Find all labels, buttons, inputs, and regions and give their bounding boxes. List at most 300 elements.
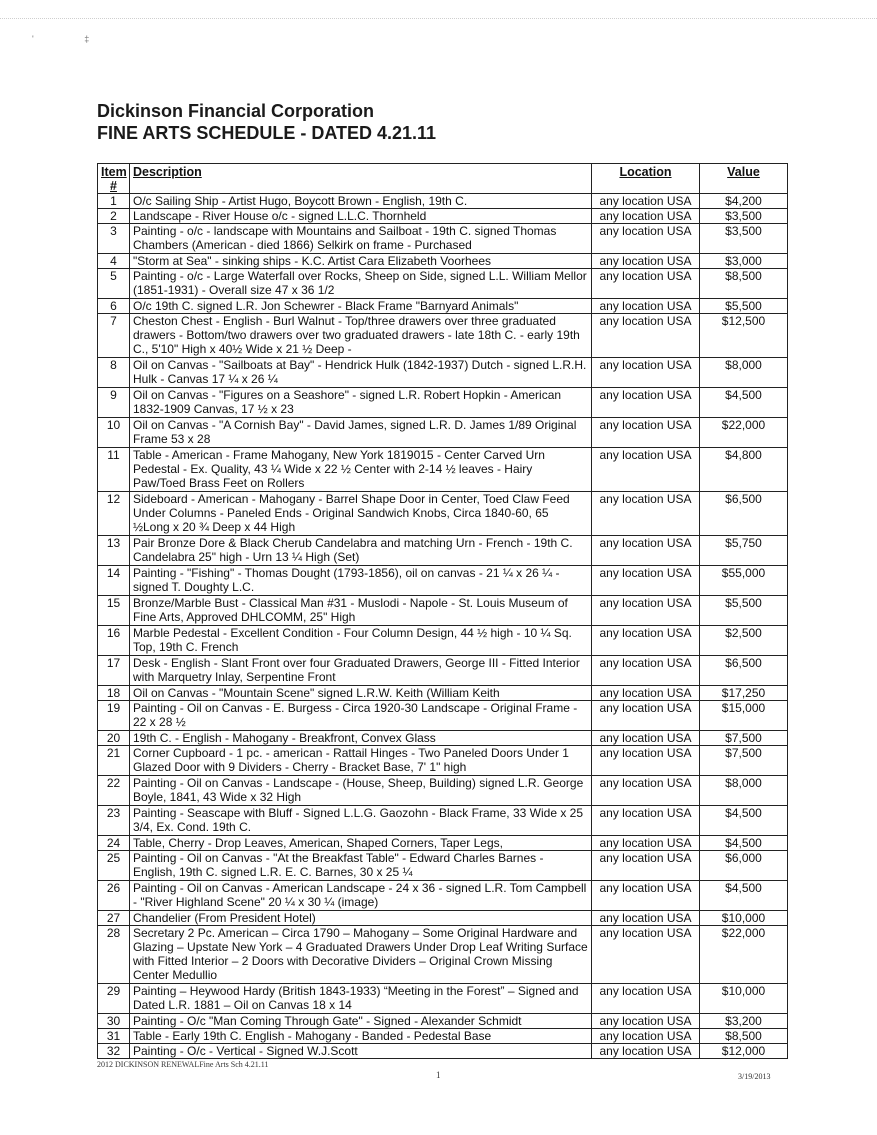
location-cell-text: any location USA (599, 731, 692, 745)
value-cell-text: $2,500 (725, 626, 762, 640)
table-row (98, 806, 788, 836)
description-cell-text: Painting - Oil on Canvas - E. Burgess - Circa 1920-30 Landscape - Original Frame - 22 x 28 ½ (133, 701, 578, 729)
location-cell (592, 209, 700, 224)
item-number-cell (98, 1044, 130, 1059)
value-cell-text: $22,000 (721, 926, 766, 940)
value-cell-text: $22,000 (721, 418, 766, 432)
location-cell (592, 388, 700, 418)
item-number-cell-text: 21 (106, 746, 121, 760)
location-cell (592, 836, 700, 851)
item-number-cell (98, 746, 130, 776)
value-cell (700, 209, 788, 224)
description-cell (130, 224, 592, 254)
description-cell-text: Bronze/Marble Bust - Classical Man #31 - Muslodi - Napole - St. Louis Museum of Fine Arts, Approved DHLCOMM, 25" High (133, 596, 568, 624)
value-cell (700, 881, 788, 911)
location-cell (592, 536, 700, 566)
location-cell (592, 299, 700, 314)
location-cell-text: any location USA (599, 806, 692, 820)
value-cell-text: $5,750 (725, 536, 762, 550)
value-cell-text: $4,800 (725, 448, 762, 462)
item-number-cell (98, 418, 130, 448)
item-number-cell-text: 26 (106, 881, 121, 895)
table-row (98, 448, 788, 492)
description-cell-text: Cheston Chest - English - Burl Walnut - Top/three drawers over three graduated drawers - Bottom/two drawers over two graduated drawers - late 18th C. - early 19th C., 5'10" High x 40½ Wide x 21 ½ Deep - (133, 314, 580, 356)
schedule-title: FINE ARTS SCHEDULE - DATED 4.21.11 (97, 123, 437, 143)
location-cell (592, 851, 700, 881)
item-number-cell-text: 27 (106, 911, 121, 925)
item-number-cell-text: 13 (106, 536, 121, 550)
item-number-cell-text: 19 (106, 701, 121, 715)
location-cell-text: any location USA (599, 851, 692, 865)
item-number-cell-text: 15 (106, 596, 121, 610)
value-cell-text: $6,500 (725, 492, 762, 506)
item-number-cell-text: 3 (110, 224, 117, 238)
description-cell-text: Pair Bronze Dore & Black Cherub Candelabra and matching Urn - French - 19th C. Candelabra 25" high - Urn 13 ¼ High (Set) (133, 536, 573, 564)
description-cell-text: Painting - o/c - landscape with Mountains and Sailboat - 19th C. signed Thomas Chambers (American - died 1866) Selkirk on frame - Purchased (133, 224, 557, 252)
item-number-cell (98, 701, 130, 731)
value-cell (700, 254, 788, 269)
location-cell-text: any location USA (599, 269, 692, 283)
item-number-cell-text: 30 (106, 1014, 121, 1028)
value-cell-text: $10,000 (721, 984, 766, 998)
description-cell (130, 626, 592, 656)
location-cell-text: any location USA (599, 746, 692, 760)
item-number-cell (98, 984, 130, 1014)
footer-page-number: 1 (436, 1070, 441, 1080)
item-number-cell (98, 254, 130, 269)
value-cell (700, 984, 788, 1014)
location-cell-text: any location USA (599, 209, 692, 223)
value-cell (700, 851, 788, 881)
table-row (98, 731, 788, 746)
table-row (98, 911, 788, 926)
description-cell (130, 492, 592, 536)
value-cell-text: $4,200 (725, 194, 762, 208)
description-cell (130, 1014, 592, 1029)
value-cell (700, 448, 788, 492)
description-cell-text: Oil on Canvas - "Figures on a Seashore" - signed L.R. Robert Hopkin - American 1832-1909 Canvas, 17 ½ x 23 (133, 388, 562, 416)
location-cell (592, 269, 700, 299)
location-cell-text: any location USA (599, 299, 692, 313)
table-row (98, 1044, 788, 1059)
value-cell-text: $55,000 (721, 566, 766, 580)
location-cell (592, 1044, 700, 1059)
item-number-cell-text: 5 (110, 269, 117, 283)
description-cell-text: Painting - O/c "Man Coming Through Gate" - Signed - Alexander Schmidt (133, 1014, 522, 1028)
value-cell-text: $3,000 (725, 254, 762, 268)
location-cell (592, 926, 700, 984)
location-cell-text: any location USA (599, 536, 692, 550)
description-cell-text: Painting - "Fishing" - Thomas Dought (1793-1856), oil on canvas - 21 ¼ x 26 ¼ - signed T. Doughty L.C. (133, 566, 560, 594)
item-number-cell (98, 911, 130, 926)
value-cell (700, 911, 788, 926)
value-cell (700, 1044, 788, 1059)
description-cell-text: Painting - Oil on Canvas - American Landscape - 24 x 36 - signed L.R. Tom Campbell - "River Highland Scene" 20 ¼ x 30 ¼ (image) (133, 881, 587, 909)
location-cell (592, 358, 700, 388)
location-cell-text: any location USA (599, 314, 692, 328)
item-number-cell-text: 31 (106, 1029, 121, 1043)
column-header-location: Location (592, 164, 700, 194)
column-header-item: Item # (98, 164, 130, 194)
table-row (98, 596, 788, 626)
item-number-cell-text: 25 (106, 851, 121, 865)
value-cell-text: $6,000 (725, 851, 762, 865)
location-cell-text: any location USA (599, 926, 692, 940)
item-number-cell-text: 28 (106, 926, 121, 940)
location-cell (592, 418, 700, 448)
description-cell-text: Marble Pedestal - Excellent Condition - Four Column Design, 44 ½ high - 10 ¼ Sq. Top, 19th C. French (133, 626, 572, 654)
location-cell-text: any location USA (599, 776, 692, 790)
item-number-cell (98, 926, 130, 984)
description-cell-text: Chandelier (From President Hotel) (133, 911, 316, 925)
location-cell (592, 686, 700, 701)
location-cell-text: any location USA (599, 448, 692, 462)
item-number-cell-text: 9 (110, 388, 117, 402)
location-cell (592, 448, 700, 492)
location-cell (592, 776, 700, 806)
description-cell-text: Painting - Oil on Canvas - Landscape - (House, Sheep, Building) signed L.R. George Boyle, 1841, 43 Wide x 32 High (133, 776, 584, 804)
value-cell (700, 731, 788, 746)
item-number-cell-text: 11 (107, 448, 120, 462)
location-cell-text: any location USA (599, 686, 692, 700)
table-row (98, 269, 788, 299)
value-cell-text: $7,500 (725, 731, 762, 745)
value-cell-text: $4,500 (725, 836, 762, 850)
column-header-value: Value (700, 164, 788, 194)
table-row (98, 224, 788, 254)
description-cell (130, 418, 592, 448)
description-cell (130, 806, 592, 836)
location-cell-text: any location USA (599, 984, 692, 998)
table-row (98, 836, 788, 851)
table-row (98, 626, 788, 656)
location-cell-text: any location USA (599, 194, 692, 208)
value-cell-text: $3,500 (725, 224, 762, 238)
value-cell (700, 269, 788, 299)
table-row (98, 1029, 788, 1044)
table-row (98, 358, 788, 388)
item-number-cell (98, 1014, 130, 1029)
item-number-cell (98, 566, 130, 596)
description-cell (130, 776, 592, 806)
table-row (98, 686, 788, 701)
footer-file-label: 2012 DICKINSON RENEWALFine Arts Sch 4.21.11 (97, 1060, 269, 1069)
table-row (98, 299, 788, 314)
item-number-cell (98, 731, 130, 746)
value-cell-text: $5,500 (725, 596, 762, 610)
item-number-cell-text: 22 (106, 776, 121, 790)
location-cell-text: any location USA (599, 388, 692, 402)
description-cell (130, 209, 592, 224)
location-cell-text: any location USA (599, 224, 692, 238)
table-row (98, 388, 788, 418)
value-cell (700, 701, 788, 731)
item-number-cell-text: 4 (110, 254, 117, 268)
location-cell (592, 1014, 700, 1029)
location-cell-text: any location USA (599, 656, 692, 670)
value-cell-text: $5,500 (725, 299, 762, 313)
description-cell (130, 701, 592, 731)
item-number-cell-text: 17 (106, 656, 121, 670)
description-cell (130, 926, 592, 984)
description-cell-text: Painting - Seascape with Bluff - Signed L.L.G. Gaozohn - Black Frame, 33 Wide x 25 3/4, Ex. Cond. 19th C. (133, 806, 584, 834)
description-cell (130, 388, 592, 418)
value-cell (700, 596, 788, 626)
description-cell-text: Table, Cherry - Drop Leaves, American, Shaped Corners, Taper Legs, (133, 836, 503, 850)
location-cell (592, 596, 700, 626)
table-row (98, 194, 788, 209)
item-number-cell (98, 448, 130, 492)
value-cell-text: $8,500 (725, 1029, 762, 1043)
location-cell-text: any location USA (599, 492, 692, 506)
table-row (98, 254, 788, 269)
location-cell (592, 881, 700, 911)
location-cell (592, 224, 700, 254)
description-cell (130, 358, 592, 388)
value-cell (700, 776, 788, 806)
description-cell (130, 254, 592, 269)
item-number-cell (98, 536, 130, 566)
footer-print-date: 3/19/2013 (738, 1072, 771, 1081)
location-cell (592, 656, 700, 686)
description-cell-text: O/c Sailing Ship - Artist Hugo, Boycott Brown - English, 19th C. (133, 194, 468, 208)
table-row (98, 418, 788, 448)
location-cell-text: any location USA (599, 1044, 692, 1058)
item-number-cell-text: 24 (106, 836, 121, 850)
value-cell-text: $17,250 (721, 686, 766, 700)
location-cell-text: any location USA (599, 701, 692, 715)
scan-mark: ' (32, 34, 34, 44)
description-cell-text: Landscape - River House o/c - signed L.L.C. Thornheld (133, 209, 427, 223)
value-cell (700, 926, 788, 984)
description-cell (130, 314, 592, 358)
description-cell (130, 836, 592, 851)
item-number-cell (98, 492, 130, 536)
description-cell-text: O/c 19th C. signed L.R. Jon Schewrer - Black Frame "Barnyard Animals" (133, 299, 519, 313)
location-cell-text: any location USA (599, 911, 692, 925)
value-cell-text: $12,000 (721, 1044, 766, 1058)
item-number-cell (98, 806, 130, 836)
table-row (98, 566, 788, 596)
value-cell (700, 194, 788, 209)
value-cell-text: $8,000 (725, 358, 762, 372)
item-number-cell-text: 6 (110, 299, 117, 313)
item-number-cell (98, 686, 130, 701)
description-cell-text: Desk - English - Slant Front over four Graduated Drawers, George III - Fitted Interior with Marquetry Inlay, Serpentine Front (133, 656, 580, 684)
description-cell (130, 448, 592, 492)
item-number-cell-text: 10 (106, 418, 121, 432)
table-row (98, 851, 788, 881)
item-number-cell-text: 18 (106, 686, 121, 700)
value-cell (700, 388, 788, 418)
description-cell-text: Painting - O/c - Vertical - Signed W.J.Scott (133, 1044, 358, 1058)
description-cell-text: Corner Cupboard - 1 pc. - american - Rattail Hinges - Two Paneled Doors Under 1 Glazed Door with 9 Dividers - Cherry - Bracket Base, 7' 1" high (133, 746, 569, 774)
description-cell-text: Painting - Oil on Canvas - "At the Breakfast Table" - Edward Charles Barnes - English, 19th C. signed L.R. E. C. Barnes, 30 x 25 ¼ (133, 851, 544, 879)
table-row (98, 492, 788, 536)
description-cell (130, 1044, 592, 1059)
item-number-cell-text: 8 (110, 358, 117, 372)
description-cell-text: Oil on Canvas - "Mountain Scene" signed L.R.W. Keith (William Keith (133, 686, 500, 700)
value-cell-text: $6,500 (725, 656, 762, 670)
value-cell (700, 806, 788, 836)
description-cell (130, 881, 592, 911)
location-cell (592, 984, 700, 1014)
value-cell (700, 836, 788, 851)
value-cell (700, 536, 788, 566)
value-cell (700, 566, 788, 596)
table-header-row (98, 164, 788, 194)
location-cell-text: any location USA (599, 836, 692, 850)
description-cell-text: 19th C. - English - Mahogany - Breakfront, Convex Glass (133, 731, 436, 745)
location-cell (592, 626, 700, 656)
description-cell-text: Painting – Heywood Hardy (British 1843-1933) “Meeting in the Forest” – Signed and Dated L.R. 1881 – Oil on Canvas 18 x 14 (133, 984, 579, 1012)
value-cell (700, 1014, 788, 1029)
location-cell-text: any location USA (599, 626, 692, 640)
item-number-cell (98, 224, 130, 254)
value-cell-text: $8,500 (725, 269, 762, 283)
item-number-cell (98, 314, 130, 358)
item-number-cell (98, 836, 130, 851)
company-name: Dickinson Financial Corporation (97, 101, 375, 121)
location-cell (592, 701, 700, 731)
value-cell (700, 626, 788, 656)
item-number-cell-text: 20 (106, 731, 121, 745)
item-number-cell-text: 23 (106, 806, 121, 820)
location-cell (592, 1029, 700, 1044)
table-row (98, 209, 788, 224)
location-cell (592, 911, 700, 926)
value-cell (700, 492, 788, 536)
value-cell-text: $12,500 (721, 314, 766, 328)
scan-mark: ‡ (84, 34, 90, 44)
scan-edge-line (0, 18, 877, 19)
table-row (98, 881, 788, 911)
item-number-cell-text: 2 (110, 209, 117, 223)
description-cell (130, 984, 592, 1014)
item-number-cell (98, 851, 130, 881)
description-cell (130, 911, 592, 926)
location-cell-text: any location USA (599, 596, 692, 610)
value-cell-text: $15,000 (721, 701, 766, 715)
table-row (98, 746, 788, 776)
location-cell (592, 314, 700, 358)
description-cell-text: Oil on Canvas - "Sailboats at Bay" - Hendrick Hulk (1842-1937) Dutch - signed L.R.H. Hulk - Canvas 17 ¼ x 26 ¼ (133, 358, 587, 386)
location-cell-text: any location USA (599, 1029, 692, 1043)
value-cell (700, 418, 788, 448)
item-number-cell (98, 269, 130, 299)
item-number-cell (98, 881, 130, 911)
description-cell (130, 851, 592, 881)
description-cell (130, 746, 592, 776)
description-cell (130, 566, 592, 596)
table-row (98, 776, 788, 806)
location-cell (592, 254, 700, 269)
table-row (98, 984, 788, 1014)
value-cell-text: $4,500 (725, 806, 762, 820)
location-cell-text: any location USA (599, 881, 692, 895)
item-number-cell-text: 29 (106, 984, 121, 998)
value-cell (700, 299, 788, 314)
value-cell-text: $8,000 (725, 776, 762, 790)
location-cell-text: any location USA (599, 418, 692, 432)
location-cell (592, 731, 700, 746)
description-cell (130, 269, 592, 299)
description-cell (130, 596, 592, 626)
item-number-cell-text: 7 (110, 314, 117, 328)
value-cell (700, 314, 788, 358)
table-body (98, 194, 788, 1059)
item-number-cell-text: 32 (106, 1044, 121, 1058)
location-cell-text: any location USA (599, 1014, 692, 1028)
value-cell (700, 224, 788, 254)
description-cell (130, 194, 592, 209)
value-cell (700, 1029, 788, 1044)
description-cell (130, 686, 592, 701)
item-number-cell (98, 776, 130, 806)
column-header-description: Description (130, 164, 592, 194)
table-row (98, 536, 788, 566)
item-number-cell-text: 1 (110, 194, 117, 208)
description-cell-text: Painting - o/c - Large Waterfall over Rocks, Sheep on Side, signed L.L. William Mellor (1851-1931) - Overall size 47 x 36 1/2 (133, 269, 587, 297)
description-cell-text: Oil on Canvas - "A Cornish Bay" - David James, signed L.R. D. James 1/89 Original Frame 53 x 28 (133, 418, 577, 446)
description-cell-text: Table - Early 19th C. English - Mahogany - Banded - Pedestal Base (133, 1029, 492, 1043)
fine-arts-schedule-table (97, 163, 788, 1059)
item-number-cell (98, 656, 130, 686)
location-cell-text: any location USA (599, 566, 692, 580)
description-cell (130, 731, 592, 746)
item-number-cell (98, 194, 130, 209)
location-cell (592, 806, 700, 836)
item-number-cell (98, 388, 130, 418)
description-cell-text: Secretary 2 Pc. American – Circa 1790 – Mahogany – Some Original Hardware and Glazing – Upstate New York – 4 Graduated Drawers Under Drop Leaf Writing Surface with Fitted Interior – 2 Doors with Decorative Dividers – Original Crown Missing Center Medullio (133, 926, 588, 982)
location-cell (592, 492, 700, 536)
value-cell-text: $3,200 (725, 1014, 762, 1028)
location-cell-text: any location USA (599, 254, 692, 268)
item-number-cell (98, 596, 130, 626)
location-cell (592, 566, 700, 596)
description-cell (130, 536, 592, 566)
description-cell (130, 1029, 592, 1044)
value-cell-text: $4,500 (725, 881, 762, 895)
value-cell-text: $3,500 (725, 209, 762, 223)
table-row (98, 314, 788, 358)
description-cell (130, 656, 592, 686)
description-cell (130, 299, 592, 314)
location-cell (592, 746, 700, 776)
table-row (98, 701, 788, 731)
description-cell-text: "Storm at Sea" - sinking ships - K.C. Artist Cara Elizabeth Voorhees (133, 254, 492, 268)
table-row (98, 1014, 788, 1029)
value-cell (700, 686, 788, 701)
item-number-cell-text: 16 (106, 626, 121, 640)
item-number-cell (98, 299, 130, 314)
scan-marks (32, 34, 137, 44)
value-cell-text: $7,500 (725, 746, 762, 760)
value-cell-text: $4,500 (725, 388, 762, 402)
description-cell-text: Table - American - Frame Mahogany, New York 1819015 - Center Carved Urn Pedestal - Ex. Quality, 43 ¼ Wide x 22 ½ Center with 2-14 ½ leaves - Hairy Paw/Toed Brass Feet on Rollers (133, 448, 545, 490)
item-number-cell-text: 14 (106, 566, 121, 580)
location-cell (592, 194, 700, 209)
value-cell (700, 358, 788, 388)
item-number-cell (98, 1029, 130, 1044)
table-row (98, 926, 788, 984)
value-cell (700, 746, 788, 776)
item-number-cell (98, 209, 130, 224)
location-cell-text: any location USA (599, 358, 692, 372)
item-number-cell (98, 626, 130, 656)
value-cell-text: $10,000 (721, 911, 766, 925)
item-number-cell-text: 12 (106, 492, 121, 506)
